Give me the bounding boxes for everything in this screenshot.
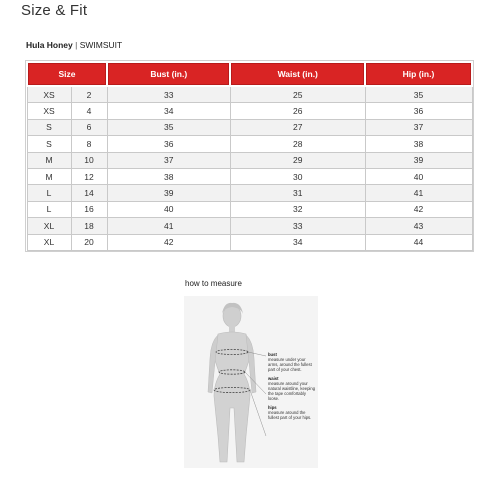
bust-cell: 41 (107, 218, 230, 234)
bust-cell: 39 (107, 185, 230, 201)
hip-cell: 40 (365, 168, 472, 184)
bust-cell: 36 (107, 136, 230, 152)
header-hip: Hip (in.) (365, 62, 472, 86)
table-row (27, 218, 472, 234)
table-row (27, 119, 472, 135)
size-letter-cell: S (27, 119, 71, 135)
brand-name: Hula Honey (26, 40, 73, 50)
hip-cell: 42 (365, 201, 472, 217)
bust-cell: 35 (107, 119, 230, 135)
measure-desc-bust: measure under your arms, around the fullest part of your chest. (268, 357, 312, 372)
waist-cell: 27 (230, 119, 365, 135)
size-letter-cell: XL (27, 218, 71, 234)
waist-cell: 26 (230, 103, 365, 119)
waist-cell: 33 (230, 218, 365, 234)
hip-cell: 39 (365, 152, 472, 168)
brand-separator: | (75, 40, 78, 50)
measure-term-hips: hips (268, 405, 277, 410)
size-letter-cell: S (27, 136, 71, 152)
product-category: SWIMSUIT (79, 40, 123, 50)
table-row (27, 136, 472, 152)
size-number-cell: 6 (71, 119, 107, 135)
bust-cell: 37 (107, 152, 230, 168)
size-number-cell: 14 (71, 185, 107, 201)
size-number-cell: 10 (71, 152, 107, 168)
bust-cell: 42 (107, 234, 230, 250)
size-number-cell: 18 (71, 218, 107, 234)
table-row (27, 168, 472, 184)
waist-cell: 30 (230, 168, 365, 184)
size-letter-cell: L (27, 185, 71, 201)
size-number-cell: 8 (71, 136, 107, 152)
waist-cell: 29 (230, 152, 365, 168)
size-letter-cell: L (27, 201, 71, 217)
waist-cell: 25 (230, 86, 365, 103)
brand-line (26, 40, 122, 50)
hip-cell: 38 (365, 136, 472, 152)
hip-cell: 35 (365, 86, 472, 103)
measure-term-bust: bust (268, 352, 277, 357)
size-number-cell: 2 (71, 86, 107, 103)
table-row (27, 103, 472, 119)
table-row (27, 201, 472, 217)
waist-cell: 34 (230, 234, 365, 250)
measure-desc-waist: measure around your natural waistline, keeping the tape comfortably loose. (268, 381, 316, 401)
size-number-cell: 12 (71, 168, 107, 184)
bust-cell: 33 (107, 86, 230, 103)
header-bust: Bust (in.) (107, 62, 230, 86)
bust-cell: 34 (107, 103, 230, 119)
measurement-legend (268, 352, 316, 424)
size-letter-cell: XS (27, 103, 71, 119)
table-row (27, 185, 472, 201)
waist-cell: 32 (230, 201, 365, 217)
size-letter-cell: M (27, 168, 71, 184)
bust-cell: 38 (107, 168, 230, 184)
how-to-measure-title: how to measure (185, 279, 242, 288)
page-title: Size & Fit (21, 2, 88, 19)
hip-cell: 41 (365, 185, 472, 201)
header-waist: Waist (in.) (230, 62, 365, 86)
hip-cell: 44 (365, 234, 472, 250)
hip-cell: 37 (365, 119, 472, 135)
hip-cell: 43 (365, 218, 472, 234)
size-number-cell: 16 (71, 201, 107, 217)
size-chart-table (26, 61, 473, 251)
table-row (27, 86, 472, 103)
bust-cell: 40 (107, 201, 230, 217)
table-row (27, 234, 472, 250)
size-number-cell: 4 (71, 103, 107, 119)
size-letter-cell: M (27, 152, 71, 168)
measure-desc-hips: measure around the fullest part of your hips. (268, 410, 312, 420)
hip-cell: 36 (365, 103, 472, 119)
size-number-cell: 20 (71, 234, 107, 250)
table-header-row (27, 62, 472, 86)
size-letter-cell: XL (27, 234, 71, 250)
size-letter-cell: XS (27, 86, 71, 103)
header-size: Size (27, 62, 107, 86)
waist-cell: 28 (230, 136, 365, 152)
measure-term-waist: waist (268, 376, 279, 381)
waist-cell: 31 (230, 185, 365, 201)
table-row (27, 152, 472, 168)
